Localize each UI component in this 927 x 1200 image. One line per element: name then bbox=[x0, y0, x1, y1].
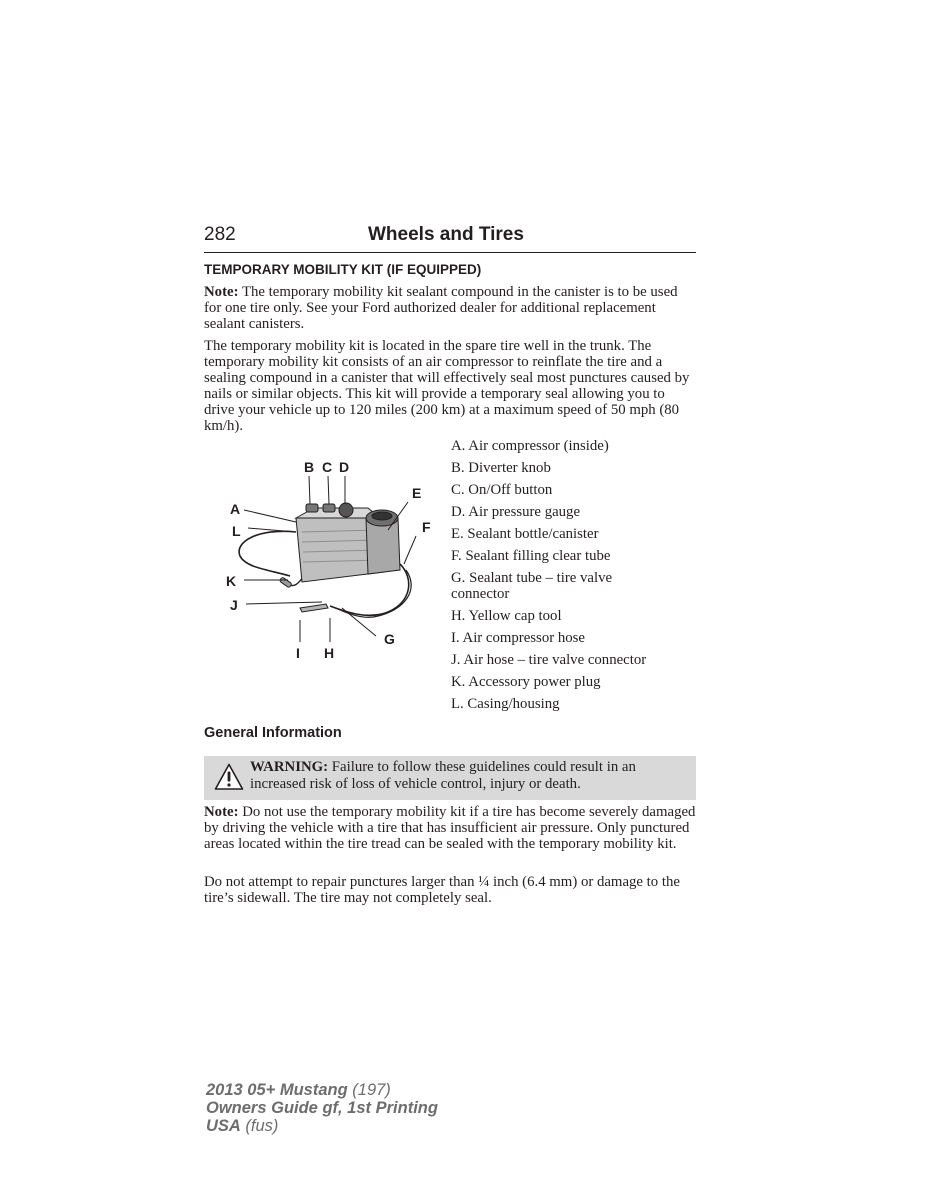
note-text: The temporary mobility kit sealant compound in the canister is to be used for one tire only. See your Ford authorized dealer for additional replacement sealant canisters. bbox=[204, 284, 678, 332]
callout-label-g: G bbox=[384, 631, 395, 647]
footer-line-guide bbox=[206, 1099, 438, 1117]
callout-label-e: E bbox=[412, 485, 422, 501]
mobility-kit-diagram bbox=[218, 452, 438, 672]
legend-item: F. Sealant filling clear tube bbox=[451, 548, 611, 564]
callout-label-k: K bbox=[226, 573, 237, 589]
page-header bbox=[204, 224, 696, 253]
callout-label-d: D bbox=[339, 459, 350, 475]
subsection-heading: General Information bbox=[204, 725, 342, 741]
compressor-illustration bbox=[239, 503, 411, 617]
compressor-hose bbox=[239, 531, 296, 576]
callout-label-j: J bbox=[230, 597, 238, 613]
note-text-2: Do not use the temporary mobility kit if a tire has become severely damaged by driving the vehicle with a tire that has insufficient air pressure. Only punctured areas located within the tire tread can be sealed with the temporary mobility kit. bbox=[204, 804, 696, 852]
note-paragraph bbox=[204, 284, 696, 332]
legend-item: G. Sealant tube – tire valve connector bbox=[451, 570, 613, 602]
legend-item: K. Accessory power plug bbox=[451, 674, 601, 690]
callout-label-b: B bbox=[304, 459, 315, 475]
page-number: 282 bbox=[204, 224, 236, 245]
legend-item: D. Air pressure gauge bbox=[451, 504, 581, 520]
legend-item: C. On/Off button bbox=[451, 482, 553, 498]
footer-model: 2013 05+ Mustang bbox=[206, 1081, 348, 1099]
callout-label-l: L bbox=[232, 523, 241, 539]
legend-item: L. Casing/housing bbox=[451, 696, 560, 712]
warning-triangle-icon bbox=[214, 763, 244, 791]
power-plug bbox=[279, 577, 292, 588]
callout-label-h: H bbox=[324, 645, 335, 661]
pressure-gauge bbox=[339, 503, 353, 517]
legend-item: B. Diverter knob bbox=[451, 460, 551, 476]
chapter-title: Wheels and Tires bbox=[368, 224, 524, 245]
warning-message: Failure to follow these guidelines could result in an increased risk of loss of vehicle control, injury or death. bbox=[250, 759, 636, 792]
callout-label-c: C bbox=[322, 459, 333, 475]
footer-region-code: (fus) bbox=[240, 1117, 279, 1135]
legend-item: A. Air compressor (inside) bbox=[451, 438, 609, 454]
diagram-legend bbox=[451, 438, 696, 718]
warning-text bbox=[250, 759, 690, 793]
callout-label-f: F bbox=[422, 519, 431, 535]
page-footer bbox=[206, 1081, 438, 1135]
on-off-button bbox=[323, 504, 335, 512]
footer-line-model bbox=[206, 1081, 438, 1099]
footer-line-region bbox=[206, 1117, 438, 1135]
warning-label: WARNING: bbox=[250, 759, 329, 775]
note-paragraph-2 bbox=[204, 804, 696, 852]
section-heading: TEMPORARY MOBILITY KIT (IF EQUIPPED) bbox=[204, 262, 482, 277]
note-label: Note: bbox=[204, 284, 239, 300]
legend-item: I. Air compressor hose bbox=[451, 630, 585, 646]
legend-item: H. Yellow cap tool bbox=[451, 608, 562, 624]
repair-paragraph: Do not attempt to repair punctures larger than ¼ inch (6.4 mm) or damage to the tire’s sidewall. The tire may not completely seal. bbox=[204, 874, 680, 906]
intro-paragraph: The temporary mobility kit is located in the spare tire well in the trunk. The temporary mobility kit consists of an air compressor to reinflate the tire and a sealing compound in a canister that will effectively seal most punctures caused by nails or similar objects. This kit will provide a temporary seal allowing you to drive your vehicle up to 120 miles (200 km) at a maximum speed of 50 mph (80 km/h). bbox=[204, 338, 690, 434]
warning-box bbox=[204, 756, 696, 800]
note-label-2: Note: bbox=[204, 804, 239, 820]
footer-region: USA bbox=[206, 1117, 241, 1135]
yellow-cap-tool bbox=[300, 604, 328, 612]
legend-item: J. Air hose – tire valve connector bbox=[451, 652, 647, 668]
callout-label-a: A bbox=[230, 501, 241, 517]
callout-label-i: I bbox=[296, 645, 300, 661]
footer-guide: Owners Guide gf, 1st Printing bbox=[206, 1099, 438, 1117]
air-hose bbox=[336, 570, 411, 617]
legend-item: E. Sealant bottle/canister bbox=[451, 526, 599, 542]
footer-model-code: (197) bbox=[347, 1081, 391, 1099]
diverter-knob bbox=[306, 504, 318, 512]
